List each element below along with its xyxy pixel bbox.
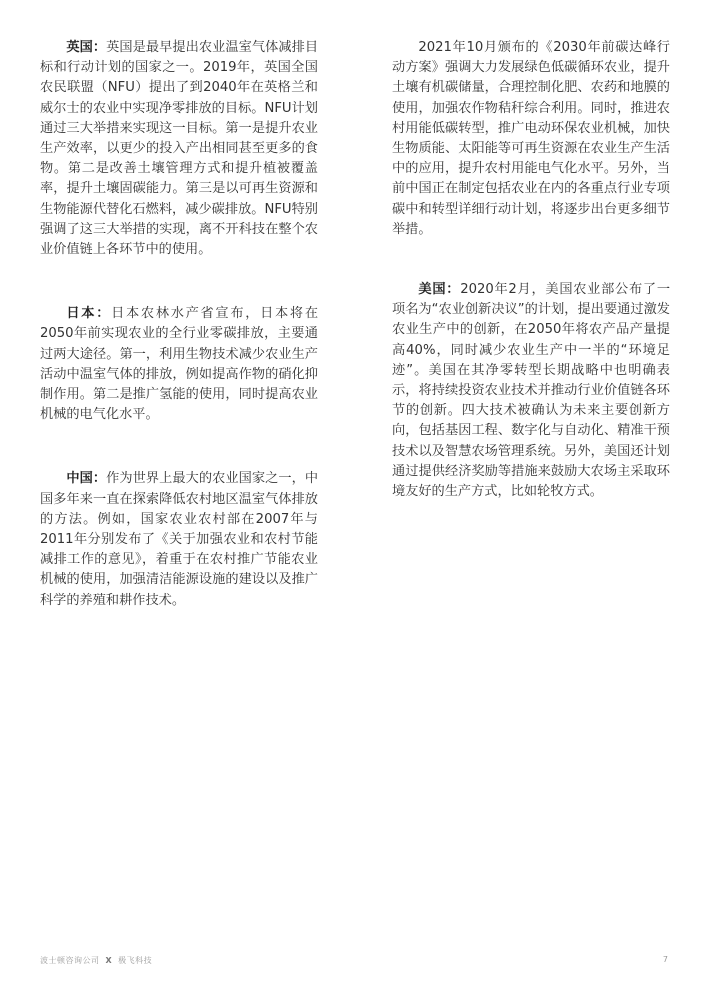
japan-lead: 日本： — [66, 306, 112, 322]
page-number: 7 — [662, 955, 668, 964]
uk-text: 英国是最早提出农业温室气体减排目标和行动计划的国家之一。2019年，英国全国农民联盟（NFU）提出了到2040年在英格兰和威尔士的农业中实现净零排放的目标。NFU计划通过三大举措来实现这一目标。第一是提升农业生产效率，以更少的投入产出相同甚至更多的食物。第二是改善土壤管理方式和提升植被覆盖率，提升土壤固碳能力。第三是以可再生资源和生物能源代替化石燃料，减少碳排放。NFU特别强调了这三大举措的实现，离不开科技在整个农业价值链上各环节中的使用。 — [40, 40, 319, 258]
japan-text: 日本农林水产省宣布，日本将在2050年前实现农业的全行业零碳排放，主要通过两大途径。第一，利用生物技术减少农业生产活动中温室气体的排放，例如提高作物的硝化抑制作用。第二是推广氢能的使用，同时提高农业机械的电气化水平。 — [40, 306, 319, 423]
china-lead: 中国： — [66, 471, 107, 487]
usa-paragraph — [392, 280, 670, 502]
china-text: 作为世界上最大的农业国家之一，中国多年来一直在探索降低农村地区温室气体排放的方法。例如，国家农业农村部在2007年与2011年分别发布了《关于加强农业和农村节能减排工作的意见》，着重于在农村推广节能农业机械的使用，加强清洁能源设施的建设以及推广科学的养殖和耕作技术。 — [40, 471, 319, 608]
usa-lead: 美国： — [418, 282, 461, 298]
left-column — [40, 38, 318, 611]
usa-text: 2020年2月，美国农业部公布了一项名为“农业创新决议”的计划，提出要通过激发农业生产中的创新，在2050年将农产品产量提高40%，同时减少农业生产中一半的“环境足迹”。美国在其净零转型长期战略中也明确表示，将持续投资农业技术并推动行业价值链各环节的创新。四大技术被确认为未来主要创新方向，包括基因工程、数字化与自动化、精准干预技术以及智慧农场管理系统。另外，美国还计划通过提供经济奖励等措施来鼓励大农场主采取环境友好的生产方式，比如轮牧方式。 — [392, 282, 671, 500]
japan-paragraph — [40, 304, 318, 425]
footer-separator: X — [105, 956, 113, 965]
footer-org-bcg: 波士顿咨询公司 — [40, 956, 100, 965]
uk-paragraph — [40, 38, 318, 260]
china-continued-paragraph — [392, 38, 670, 240]
footer-org-xag: 极飞科技 — [118, 956, 153, 965]
footer-credits — [40, 955, 152, 966]
uk-lead: 英国： — [66, 40, 107, 55]
china-continued-text: 2021年10月颁布的《2030年前碳达峰行动方案》强调大力发展绿色低碳循环农业，提升土壤有机碳储量，合理控制化肥、农药和地膜的使用，加强农作物秸秆综合利用。同时，推进农村用能低碳转型，推广电动环保农业机械，加快生物质能、太阳能等可再生资源在农业生产生活中的应用，提升农村用能电气化水平。另外，当前中国正在制定包括农业在内的各重点行业专项碳中和转型详细行动计划，将逐步出台更多细节举措。 — [392, 40, 670, 237]
china-paragraph — [40, 469, 318, 610]
right-column — [392, 38, 670, 502]
